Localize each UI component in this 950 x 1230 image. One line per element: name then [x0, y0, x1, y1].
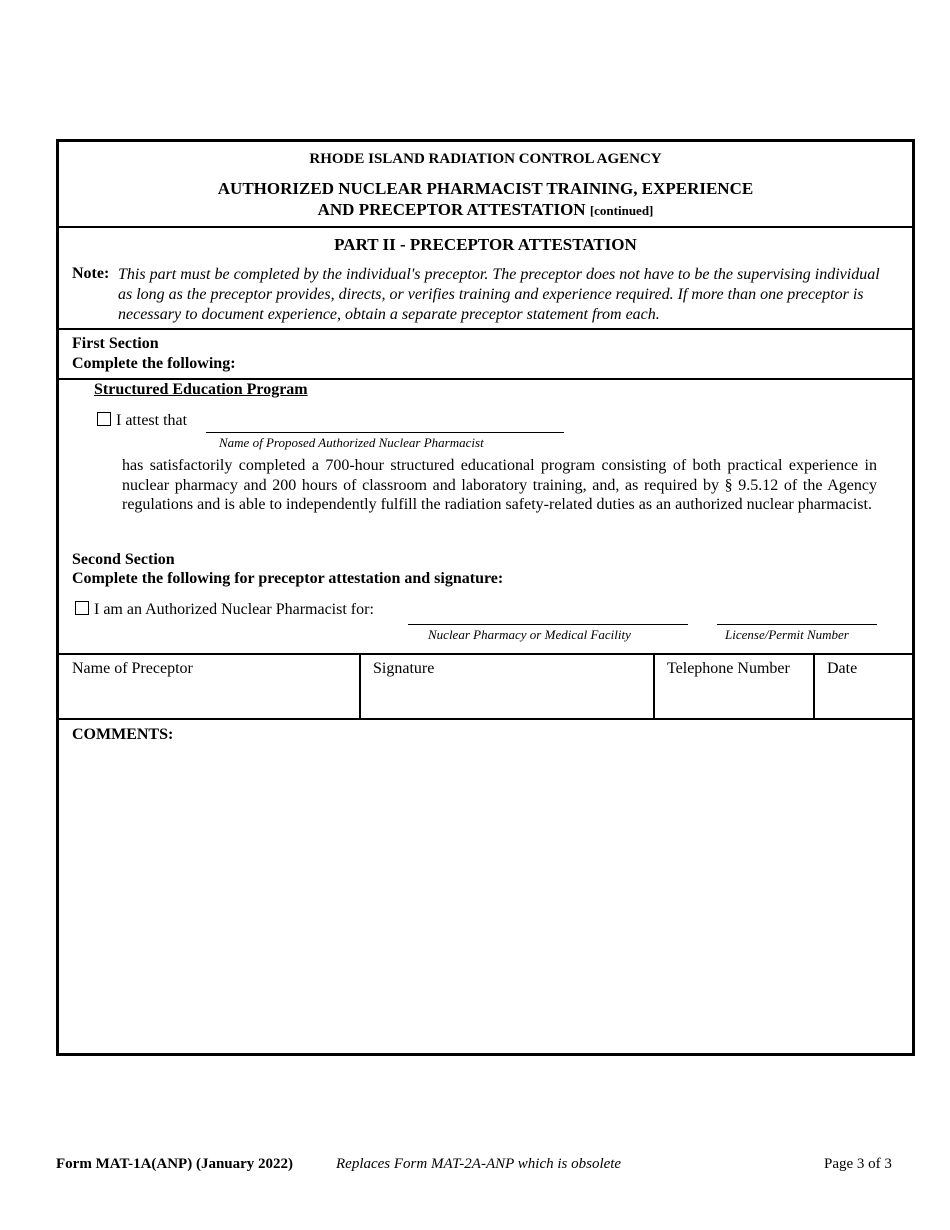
continued-label: [continued]: [589, 203, 654, 218]
comments-area[interactable]: [59, 748, 912, 1048]
divider: [59, 718, 912, 720]
attest-row: [97, 412, 187, 430]
first-section-heading: First Section: [72, 335, 159, 352]
signature-header: Signature: [373, 660, 435, 677]
agency-name: RHODE ISLAND RADIATION CONTROL AGENCY: [309, 151, 662, 167]
preceptor-name-header: Name of Preceptor: [72, 660, 193, 677]
name-caption: Name of Proposed Authorized Nuclear Pharmacist: [219, 435, 484, 450]
divider: [59, 226, 912, 228]
part-title: PART II - PRECEPTOR ATTESTATION: [334, 235, 637, 254]
attest-text: has satisfactorily completed a 700-hour structured educational program consisting of both practical experience in nuclear pharmacy and 200 hours of classroom and laboratory training, and, as required by § 9.5.12 of the Agency regulations and is able to independently fulfill the radiation safety-related duties as an authorized nuclear pharmacist.: [122, 457, 877, 513]
anp-checkbox[interactable]: [75, 601, 89, 615]
form-title-line1: AUTHORIZED NUCLEAR PHARMACIST TRAINING, EXPERIENCE: [217, 179, 754, 198]
comments-label: COMMENTS:: [72, 726, 174, 743]
divider: [59, 328, 912, 330]
form-title-line2: [59, 200, 912, 220]
facility-field[interactable]: [408, 602, 688, 624]
date-header: Date: [827, 660, 858, 677]
program-title: Structured Education Program: [94, 381, 308, 398]
facility-underline: [408, 624, 688, 625]
form-title-line2-text: AND PRECEPTOR ATTESTATION: [317, 200, 586, 219]
note-text: This part must be completed by the individual's preceptor. The preceptor does not have to be the supervising individual as long as the preceptor provides, directs, or verifies training and experience required. If more than one preceptor is necessary to document experience, obtain a separate preceptor statement from each.: [118, 266, 880, 323]
first-section-instruction: Complete the following:: [72, 355, 236, 372]
footer-page-number: Page 3 of 3: [824, 1156, 892, 1172]
name-underline: [206, 432, 564, 433]
note-label: Note:: [72, 265, 110, 282]
proposed-anp-name-field[interactable]: [206, 410, 564, 432]
license-field[interactable]: [717, 602, 877, 624]
second-section-instruction: Complete the following for preceptor attestation and signature:: [72, 570, 504, 587]
footer-form-id: Form MAT-1A(ANP) (January 2022): [56, 1156, 294, 1172]
footer-replaces: Replaces Form MAT-2A-ANP which is obsolete: [336, 1156, 622, 1172]
divider: [59, 378, 912, 380]
telephone-header: Telephone Number: [667, 660, 790, 677]
attest-label: I attest that: [116, 412, 188, 429]
second-section-heading: Second Section: [72, 551, 175, 568]
attest-checkbox[interactable]: [97, 412, 111, 426]
form-frame: [56, 139, 915, 1056]
anp-label: I am an Authorized Nuclear Pharmacist for:: [94, 601, 374, 618]
license-underline: [717, 624, 877, 625]
anp-row: [75, 601, 374, 619]
license-caption: License/Permit Number: [725, 627, 849, 642]
note-block: [72, 265, 880, 325]
facility-caption: Nuclear Pharmacy or Medical Facility: [428, 627, 631, 642]
